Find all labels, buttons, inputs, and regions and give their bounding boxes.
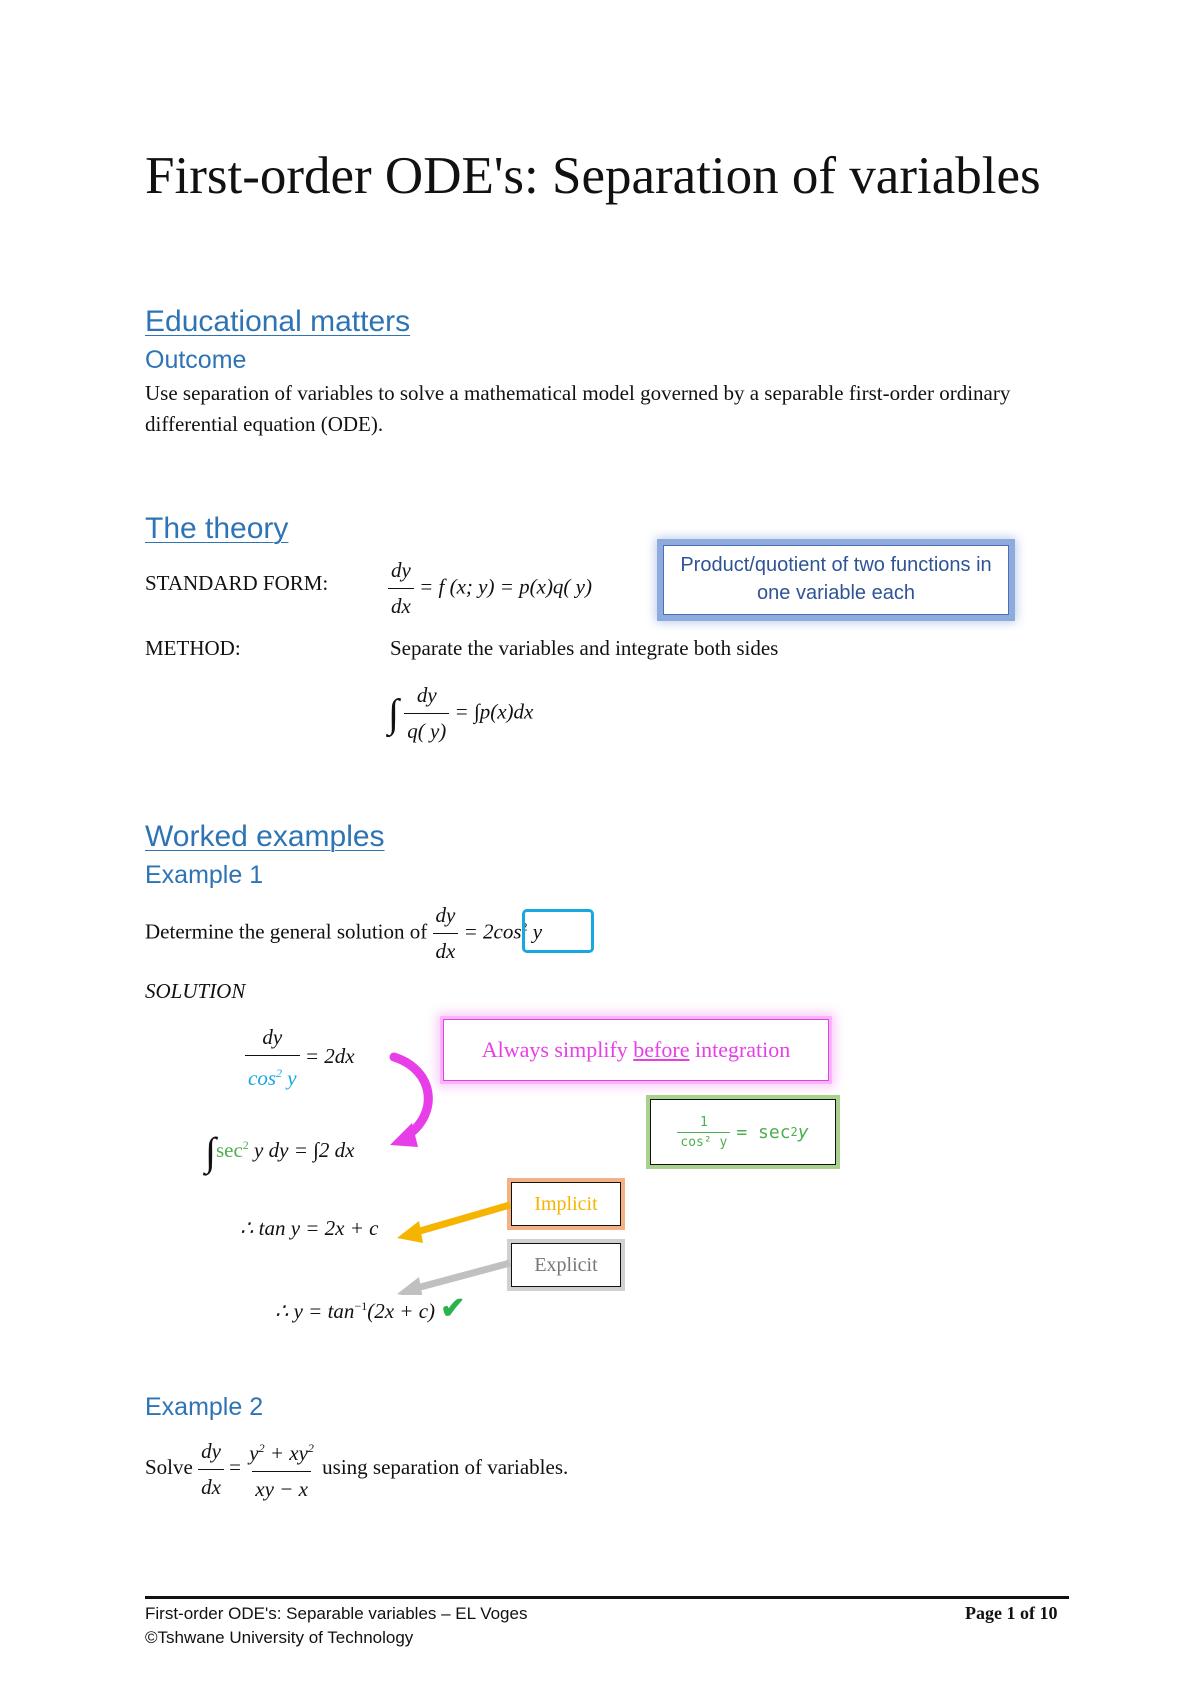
check-icon: ✔ bbox=[440, 1292, 466, 1325]
footer-page-number: Page 1 of 10 bbox=[965, 1603, 1058, 1623]
arrows-icon bbox=[395, 1195, 515, 1295]
standard-form-label: STANDARD FORM: bbox=[145, 571, 329, 595]
identity-rhs: = sec bbox=[736, 1121, 791, 1143]
outcome-text: Use separation of variables to solve a mathematical model governed by a separable first-order ordinary differential equation (ODE). bbox=[145, 381, 1011, 436]
dy-dx-fraction: $\frac{dy}{dx}$ bbox=[388, 555, 414, 622]
solution-step-3: ∴ tan y = 2x + c bbox=[240, 1216, 379, 1240]
heading-outcome: Outcome bbox=[145, 346, 247, 374]
label-implicit: Implicit bbox=[511, 1182, 621, 1226]
highlight-cos2y bbox=[522, 909, 594, 953]
one-over-cos2y-fraction: $\frac{1}{\text{cos² y}}$ bbox=[677, 1115, 730, 1150]
dy-dx-fraction: $\frac{dy}{dx}$ bbox=[433, 900, 459, 967]
dy-over-qy-fraction: $\frac{dy}{q( y)}$ bbox=[404, 680, 449, 747]
note-simplify-under: before bbox=[633, 1037, 690, 1062]
step-4-rest: (2x + c) bbox=[367, 1299, 436, 1323]
method-equation bbox=[388, 680, 533, 747]
standard-form-equation bbox=[388, 555, 592, 622]
method-equation-rhs: = ∫p(x)dx bbox=[454, 699, 534, 724]
example-2-prompt-post: using separation of variables. bbox=[322, 1454, 569, 1479]
footer-left: First-order ODE's: Separable variables – EL Voges bbox=[145, 1604, 528, 1623]
heading-educational-matters: Educational matters bbox=[145, 305, 411, 338]
footer-divider bbox=[145, 1596, 1069, 1599]
dy-over-cos2y-fraction: $\frac{dy}{\cos^2 y}$ bbox=[245, 1022, 300, 1094]
integral-symbol: ∫ bbox=[205, 1129, 216, 1175]
step-1-rhs: = 2dx bbox=[304, 1043, 355, 1068]
solution-step-4: ∴ $y = \tan^{-1}(2x + c)$ ✔ bbox=[275, 1292, 466, 1325]
standard-form-rhs: = f (x; y) = p(x)q( y) bbox=[419, 574, 592, 599]
example-1-rhs-pre: = 2 bbox=[463, 919, 494, 944]
footer-copyright: ©Tshwane University of Technology bbox=[145, 1628, 414, 1647]
note-simplify-post: integration bbox=[689, 1037, 791, 1062]
example-2-prompt: Solve $\frac{dy}{dx}$ = $\frac{y^2 + xy^2}{xy - x}$ using separation of variables. bbox=[145, 1433, 568, 1505]
example-2-rhs-fraction: $\frac{y^2 + xy^2}{xy - x}$ bbox=[246, 1433, 317, 1505]
note-simplify bbox=[443, 1019, 829, 1081]
note-identity: $\frac{1}{\text{cos² y}}$ = sec 2 y bbox=[650, 1099, 836, 1165]
example-1-prompt-text: Determine the general solution of bbox=[145, 919, 428, 944]
note-simplify-pre: Always simplify bbox=[481, 1037, 634, 1062]
solution-label: SOLUTION bbox=[145, 979, 246, 1003]
step-2-rest: y dy = ∫2 dx bbox=[254, 1138, 355, 1162]
step-2-sec: sec bbox=[215, 1138, 243, 1162]
page-title: First-order ODE's: Separation of variables bbox=[145, 147, 1041, 205]
example-1-rhs-cos: cos bbox=[493, 919, 522, 944]
integral-symbol: ∫ bbox=[388, 690, 399, 736]
example-1-prompt: Determine the general solution of $\frac{dy}{dx}$ = $2\cos^2$ y bbox=[145, 900, 542, 967]
label-explicit: Explicit bbox=[511, 1243, 621, 1287]
example-2-prompt-pre: Solve bbox=[145, 1454, 193, 1479]
note-product-quotient: Product/quotient of two functions in one variable each bbox=[663, 545, 1009, 615]
dy-dx-fraction: $\frac{dy}{dx}$ bbox=[198, 1436, 224, 1503]
heading-worked-examples: Worked examples bbox=[145, 820, 385, 853]
method-text: Separate the variables and integrate both sides bbox=[390, 636, 779, 660]
heading-theory: The theory bbox=[145, 512, 289, 545]
heading-example-2: Example 2 bbox=[145, 1393, 264, 1421]
solution-step-1 bbox=[245, 1022, 355, 1094]
method-label: METHOD: bbox=[145, 636, 241, 660]
pink-arrow-icon bbox=[380, 1045, 450, 1155]
heading-example-1: Example 1 bbox=[145, 861, 264, 889]
step-4-main: ∴ y = tan bbox=[275, 1299, 355, 1323]
solution-step-2: $\int\sec^2$ y dy = ∫2 dx bbox=[205, 1129, 355, 1175]
